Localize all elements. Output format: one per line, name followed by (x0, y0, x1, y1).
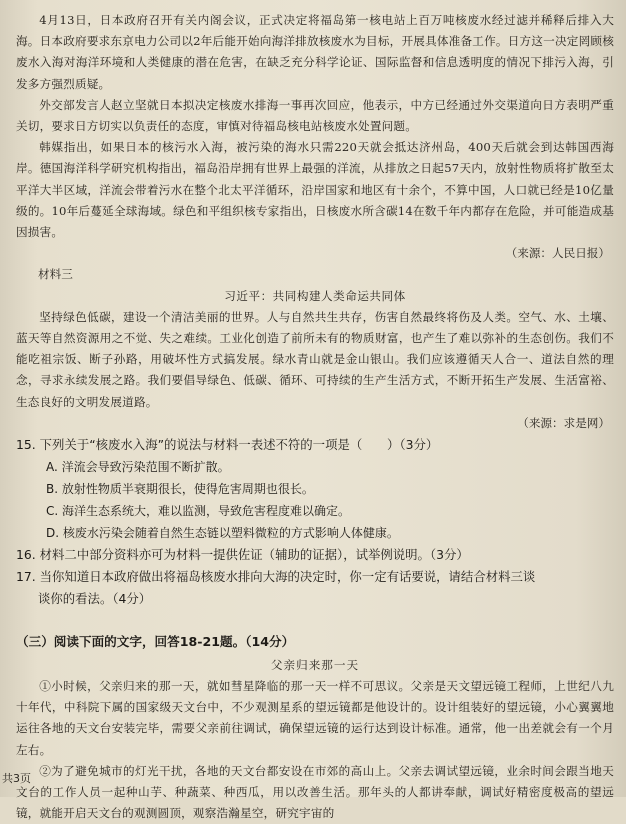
question-15-option-a: A. 洋流会导致污染范围不断扩散。 (46, 460, 230, 475)
answer-space (16, 610, 614, 620)
material2-paragraph-3: 韩媒指出，如果日本的核污水入海，被污染的海水只需220天就会抵达济州岛，400天后就会到达韩国西海岸。德国海洋科学研究机构指出，福岛沿岸拥有世界上最强的洋流，从排放之日起57天内，放射性物质将扩散至太平洋大半区域，洋流会带着污水在整个北太平洋循环，沿岸国家和地区有十余个，不算中国，人口就已经是10亿量级的。10年后蔓延全球海域。绿色和平组织核专家指出，日核废水所含碳14在数千年内都存在危险，并可能造成基因损害。 (16, 140, 614, 240)
question-16 (16, 544, 614, 566)
question-15-option-b: B. 放射性物质半衰期很长，使得危害周期也很长。 (46, 482, 314, 497)
material3-title: 习近平：共同构建人类命运共同体 (224, 288, 406, 303)
story-paragraph-2: ②为了避免城市的灯光干扰，各地的天文台都安设在市郊的高山上。父亲去调试望远镜，业余时间会跟当地天文台的工作人员一起种山芋、种蔬菜、种西瓜，用以改善生活。那年头的人都讲奉献，调试好精密度极高的望远镜，就能开启天文台的观测圆顶，观察浩瀚星空，研究宇宙的 (16, 763, 614, 821)
material3-label: 材料三 (38, 267, 73, 282)
question-17-stem-continued: 谈你的看法。（4分） (38, 591, 152, 607)
material3-paragraph-1: 坚持绿色低碳，建设一个清洁美丽的世界。人与自然共生共存，伤害自然最终将伤及人类。空气、水、土壤、蓝天等自然资源用之不觉、失之难续。工业化创造了前所未有的物质财富，也产生了难以弥补的生态创伤。我们不能吃祖宗饭、断子孙路，用破坏性方式搞发展。绿水青山就是金山银山。我们应该遵循天人合一、道法自然的理念，寻求永续发展之路。我们要倡导绿色、低碳、循环、可持续的生产生活方式，不断开拓生产发展、生活富裕、生态良好的文明发展道路。 (16, 309, 614, 409)
question-17-stem: 17. 当你知道日本政府做出将福岛核废水排向大海的决定时，你一定有话要说，请结合材料三谈 (16, 569, 536, 585)
question-15-option-c: C. 海洋生态系统大，难以监测，导致危害程度难以确定。 (46, 504, 351, 519)
page-content (16, 10, 614, 824)
material3-source: （来源：求是网） (517, 415, 610, 430)
story-paragraph-1: ①小时候，父亲归来的那一天，就如彗星降临的那一天一样不可思议。父亲是天文望远镜工程师，上世纪八九十年代，中科院下属的国家级天文台中，不少观测星系的望远镜都是他设计的。设计组装好的望远镜，小心翼翼地运往各地的天文台安装完毕，需要父亲前往调试，确保望远镜的运行达到设计标准。通常，他一出差就会有一个月左右。 (16, 679, 614, 757)
material2-source: （来源：人民日报） (505, 246, 610, 261)
section-3-heading: （三）阅读下面的文字，回答18-21题。（14分） (16, 634, 295, 650)
story-title: 父亲归来那一天 (270, 658, 360, 673)
question-16-stem: 16. 材料二中部分资料亦可为材料一提供佐证（辅助的证据），试举例说明。（3分） (16, 547, 469, 563)
question-15-stem: 15. 下列关于“核废水入海”的说法与材料一表述不符的一项是（ ）（3分） (16, 437, 439, 453)
page-footer: 共3页 (2, 772, 31, 785)
question-15-option-d: D. 核废水污染会随着自然生态链以塑料微粒的方式影响人体健康。 (46, 526, 399, 541)
material2-paragraph-2: 外交部发言人赵立坚就日本拟决定核废水排海一事再次回应，他表示，中方已经通过外交渠道向日方表明严重关切，要求日方切实以负责任的态度，审慎对待福岛核电站核废水处置问题。 (16, 97, 614, 134)
material2-paragraph-1: 4月13日，日本政府召开有关内阁会议，正式决定将福岛第一核电站上百万吨核废水经过滤并稀释后排入大海。日本政府要求东京电力公司以2年后能开始向海洋排放核废水为目标，开展具体准备工作。日方这一决定罔顾核废水入海对海洋环境和人类健康的潜在危害，在缺乏充分科学论证、国际监督和信息透明度的情况下排污入海，引发多方强烈质疑。 (16, 13, 614, 91)
question-15 (16, 434, 614, 544)
question-17 (16, 566, 614, 610)
